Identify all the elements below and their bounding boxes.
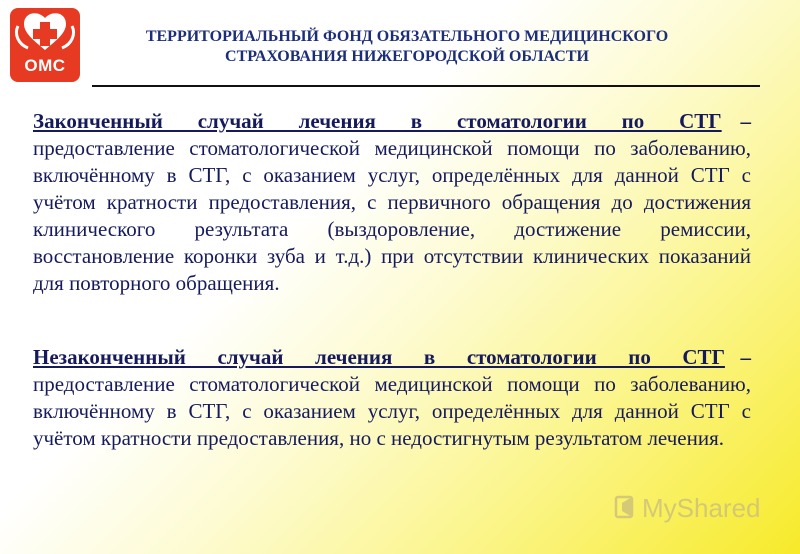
definition-text: предоставление стоматологической медицинской помощи по заболеванию, включённому в СТГ, с оказанием услуг, определённых для данной СТГ с учётом кратности предоставления, но с недостигнутым результатом лечения. <box>33 372 751 450</box>
definition-completed-case <box>33 108 751 297</box>
definition-separator: – <box>724 345 751 369</box>
oms-logo <box>10 8 80 82</box>
org-title-line2: СТРАХОВАНИЯ НИЖЕГОРОДСКОЙ ОБЛАСТИ <box>225 48 589 65</box>
watermark <box>614 489 764 529</box>
org-title <box>92 27 722 67</box>
title-divider <box>92 85 760 87</box>
watermark-text: MyShared <box>642 493 761 523</box>
definition-term: Незаконченный случай лечения в стоматологии по СТГ <box>33 345 725 369</box>
org-title-line1: ТЕРРИТОРИАЛЬНЫЙ ФОНД ОБЯЗАТЕЛЬНОГО МЕДИЦИНСКОГО <box>145 28 669 45</box>
watermark-logo-icon <box>614 493 638 521</box>
definition-text: предоставление стоматологической медицинской помощи по заболеванию, включённому в СТГ, с оказанием услуг, определённых для данной СТГ с учётом кратности предоставления, с первичного обращения до достижения клинического результата (выздоровление, достижение ремиссии, восстановление коронки зуба и т.д.) при отсутствии клинических показаний для повторного обращения. <box>33 136 751 295</box>
definition-term: Законченный случай лечения в стоматологии по СТГ <box>33 109 722 133</box>
logo-text: ОМС <box>24 56 66 75</box>
definition-incomplete-case <box>33 344 751 452</box>
definition-separator: – <box>721 109 752 133</box>
oms-emblem-icon <box>10 8 80 62</box>
